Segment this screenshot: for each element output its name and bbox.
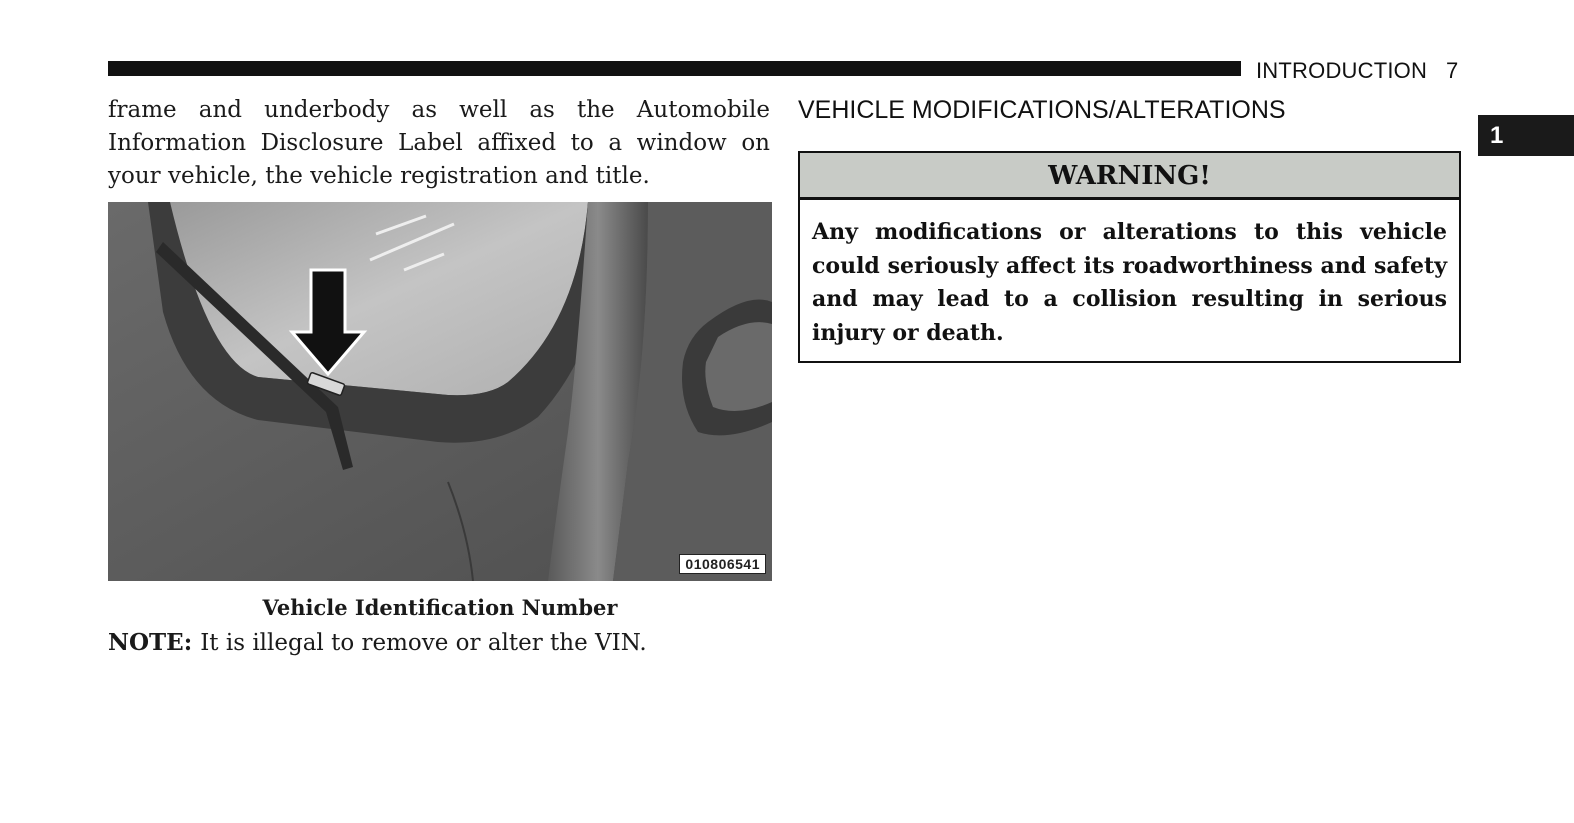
page-number: 7 bbox=[1446, 58, 1459, 83]
warning-heading: WARNING! bbox=[800, 153, 1459, 200]
chapter-tab-number: 1 bbox=[1490, 122, 1504, 149]
chapter-tab bbox=[1478, 115, 1574, 156]
note-label: NOTE: bbox=[108, 629, 193, 656]
section-title: VEHICLE MODIFICATIONS/ALTERATIONS bbox=[798, 96, 1286, 124]
figure-code: 010806541 bbox=[679, 554, 766, 574]
body-paragraph: frame and underbody as well as the Automobile Information Disclosure Label affixed to a window on your vehicle, the vehicle registration and title. bbox=[108, 97, 770, 189]
warning-box bbox=[798, 151, 1461, 363]
figure-caption: Vehicle Identification Number bbox=[262, 595, 618, 620]
vin-figure bbox=[108, 202, 772, 581]
warning-text: Any modifications or alterations to this vehicle could seriously affect its roadworthiness and safety and may lead to a collision resulting in serious injury or death. bbox=[812, 219, 1447, 346]
note bbox=[108, 629, 772, 656]
vin-location-illustration bbox=[108, 202, 772, 581]
header-rule bbox=[108, 61, 1241, 76]
header-section-title: INTRODUCTION bbox=[1256, 58, 1428, 83]
note-text: It is illegal to remove or alter the VIN. bbox=[200, 630, 647, 656]
